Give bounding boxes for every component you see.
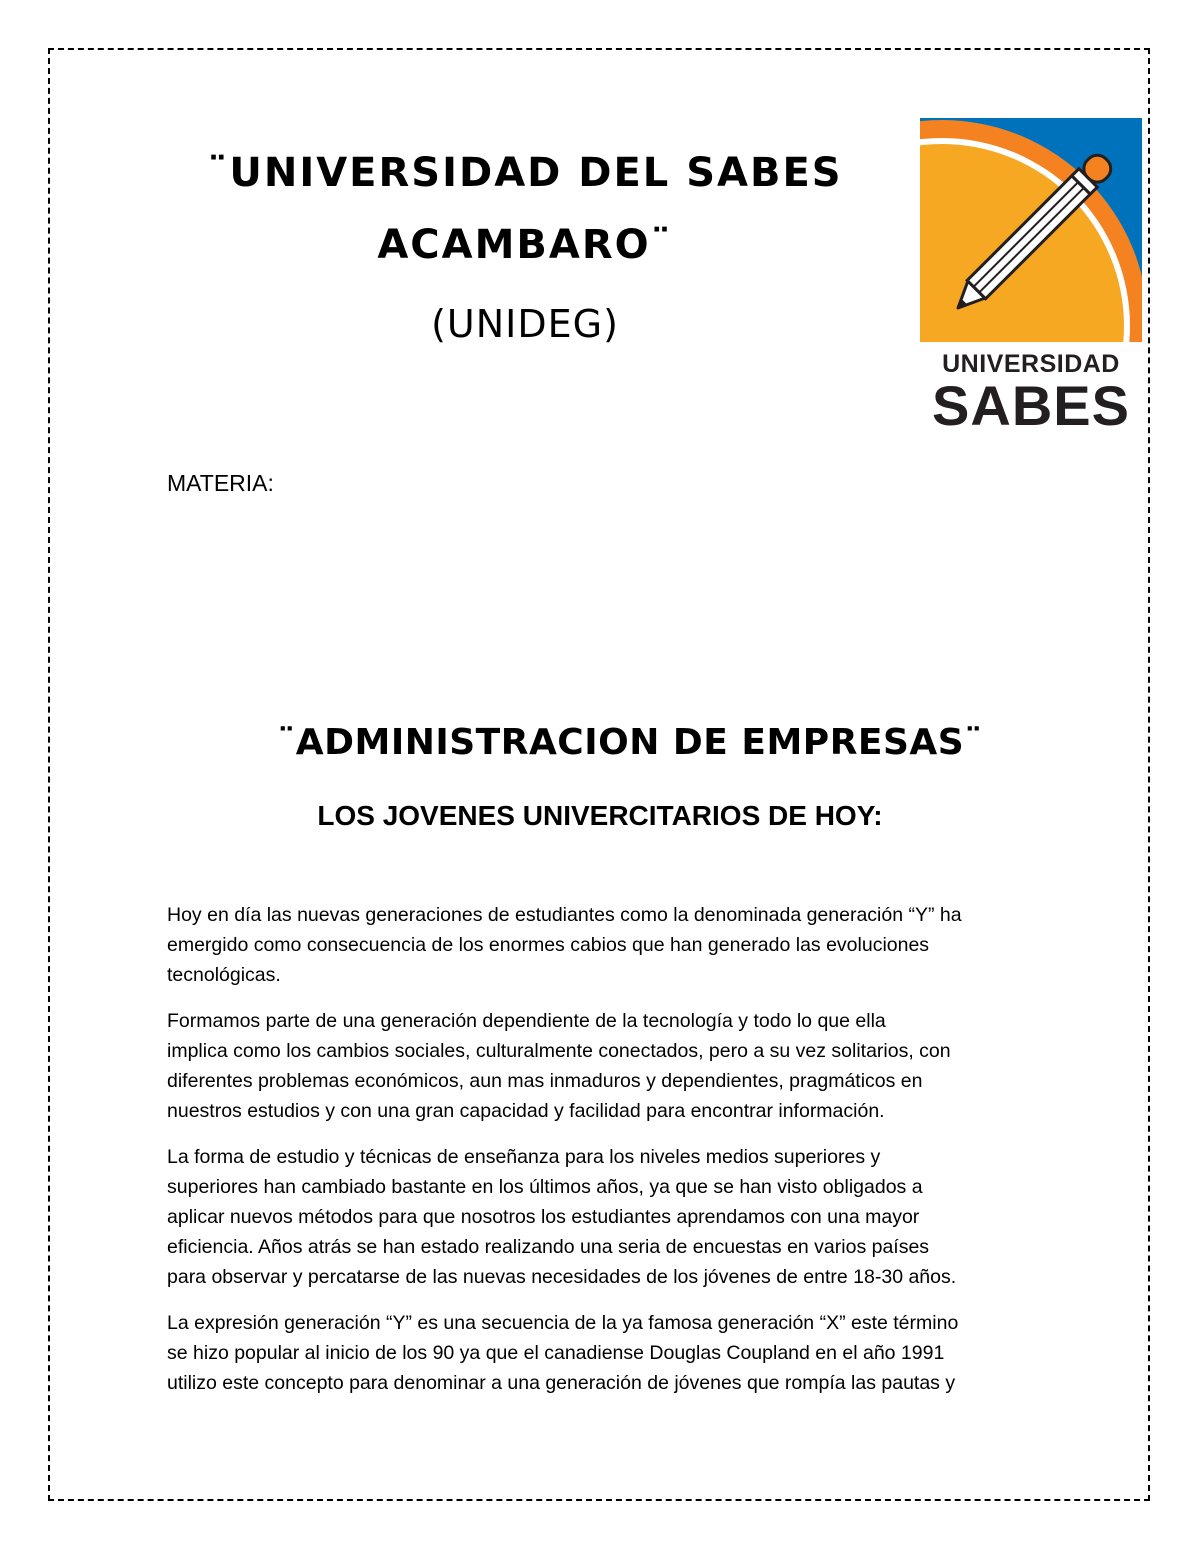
paragraph-line: eficiencia. Años atrás se han estado realizando una seria de encuestas en varios países <box>167 1236 930 1258</box>
paragraph-line: Formamos parte de una generación dependiente de la tecnología y todo lo que ella <box>167 1010 886 1032</box>
universidad-sabes-logo <box>920 118 1142 437</box>
paragraph <box>167 1006 1047 1126</box>
logo-text-sabes: SABES <box>932 374 1130 437</box>
course-title: ¨ADMINISTRACION DE EMPRESAS¨ <box>277 722 983 763</box>
paragraph-line: diferentes problemas económicos, aun mas inmaduros y dependientes, pragmáticos en <box>167 1070 923 1092</box>
paragraph-line: superiores han cambiado bastante en los últimos años, ya que se han visto obligados a <box>167 1176 923 1198</box>
paragraph-line: aplicar nuevos métodos para que nosotros los estudiantes aprendamos con una mayor <box>167 1206 920 1228</box>
paragraph-line: Hoy en día las nuevas generaciones de estudiantes como la denominada generación “Y” ha <box>167 904 962 926</box>
paragraph-line: nuestros estudios y con una gran capacidad y facilidad para encontrar información. <box>167 1100 885 1122</box>
paragraph-line: para observar y percatarse de las nuevas necesidades de los jóvenes de entre 18-30 años. <box>167 1266 957 1288</box>
section-heading: LOS JOVENES UNIVERCITARIOS DE HOY: <box>317 800 883 831</box>
logo-text-universidad: UNIVERSIDAD <box>942 350 1120 378</box>
paragraph-line: La expresión generación “Y” es una secuencia de la ya famosa generación “X” este término <box>167 1312 959 1334</box>
paragraph-line: implica como los cambios sociales, culturalmente conectados, pero a su vez solitarios, con <box>167 1040 951 1062</box>
paragraph-line: tecnológicas. <box>167 964 281 986</box>
pencil-logo-icon <box>920 118 1142 342</box>
paragraph-line: se hizo popular al inicio de los 90 ya que el canadiense Douglas Coupland en el año 1991 <box>167 1342 945 1364</box>
body-text <box>167 900 1047 1414</box>
paragraph-line: La forma de estudio y técnicas de enseñanza para los niveles medios superiores y <box>167 1146 881 1168</box>
materia-label: MATERIA: <box>167 470 274 496</box>
paragraph-line: emergido como consecuencia de los enormes cabios que han generado las evoluciones <box>167 934 930 956</box>
paragraph <box>167 1308 1047 1398</box>
university-title-line-2: ACAMBARO¨ <box>377 222 673 268</box>
paragraph <box>167 900 1047 990</box>
university-subtitle: (UNIDEG) <box>431 302 619 346</box>
university-title-line-1: ¨UNIVERSIDAD DEL SABES <box>207 150 843 196</box>
paragraph-line: utilizo este concepto para denominar a una generación de jóvenes que rompía las pautas y <box>167 1372 956 1394</box>
paragraph <box>167 1142 1047 1292</box>
